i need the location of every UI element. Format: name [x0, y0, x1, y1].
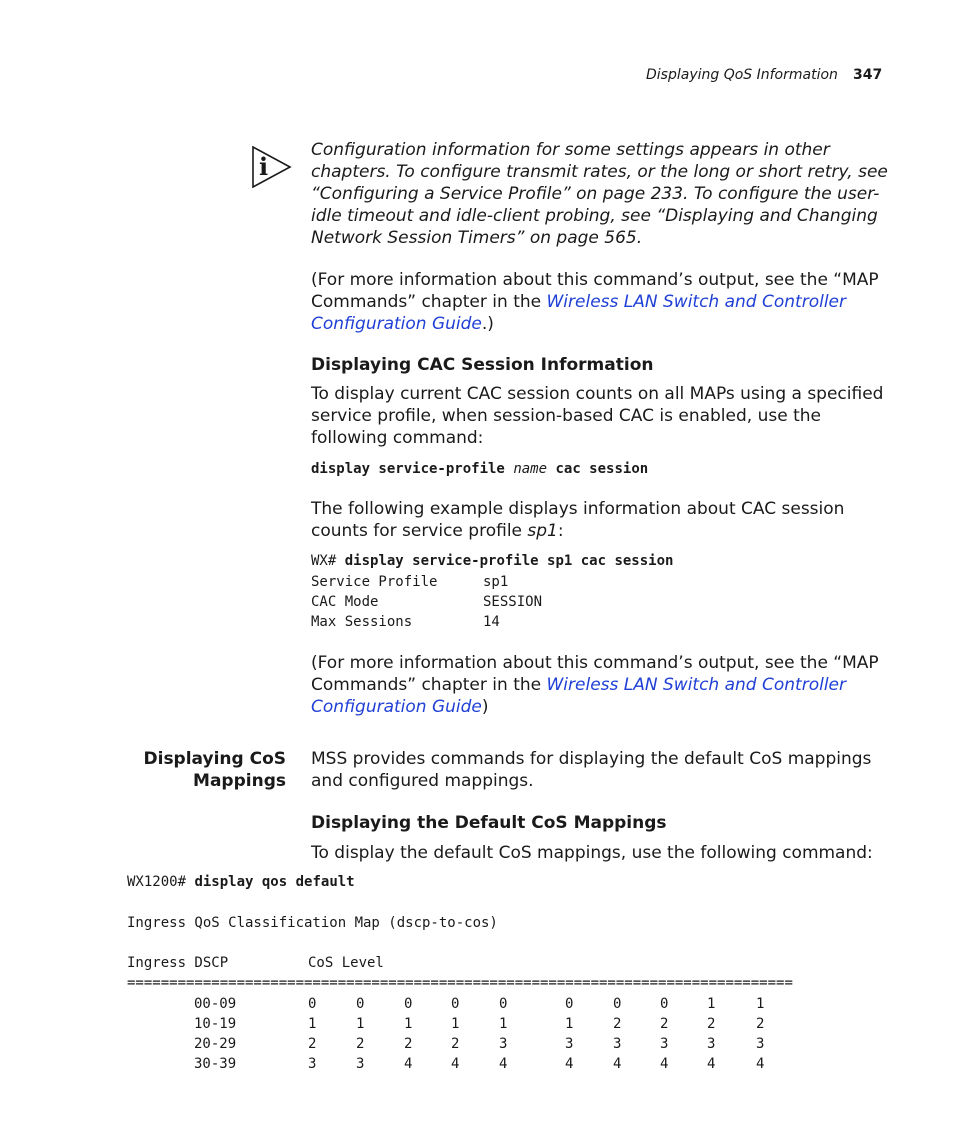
cac-intro: To display current CAC session counts on all MAPs using a specified service profile, when session-based CAC is enabled, use the following command: — [311, 384, 884, 448]
cos-value: 2 — [756, 1016, 765, 1032]
command: display qos default — [194, 874, 355, 890]
cos-value: 0 — [404, 996, 413, 1012]
heading-line: Mappings — [193, 771, 286, 791]
cos-value: 1 — [451, 1016, 460, 1032]
cos-value: 2 — [707, 1016, 716, 1032]
info-note-icon — [252, 146, 292, 188]
example-intro-arg: sp1 — [527, 521, 558, 541]
qos-command — [127, 874, 355, 890]
guide-link-1[interactable]: Wireless LAN Switch and Controller Configuration Guide — [311, 292, 846, 334]
cos-value: 0 — [308, 996, 317, 1012]
cos-value: 4 — [404, 1056, 413, 1072]
cac-row-value: 14 — [483, 614, 500, 630]
cos-value: 3 — [356, 1056, 365, 1072]
cac-row-label: CAC Mode — [311, 594, 379, 610]
dscp-range: 10-19 — [194, 1016, 237, 1032]
map-title: Ingress QoS Classification Map (dscp-to-cos) — [127, 915, 498, 931]
more-info-text: (For more information about this command’s output, see the “MAP Commands” chapter in the — [311, 270, 879, 312]
cac-syntax — [311, 461, 648, 477]
cos-value: 2 — [308, 1036, 317, 1052]
cos-value: 1 — [565, 1016, 574, 1032]
cos-value: 2 — [613, 1016, 622, 1032]
cos-value: 4 — [707, 1056, 716, 1072]
example-intro-suffix: : — [557, 521, 564, 541]
cos-value: 2 — [660, 1016, 669, 1032]
cos-value: 0 — [499, 996, 508, 1012]
more-info-suffix: .) — [481, 314, 494, 334]
cos-value: 4 — [613, 1056, 622, 1072]
default-cos-heading: Displaying the Default CoS Mappings — [311, 813, 667, 833]
cac-row-value: SESSION — [483, 594, 543, 610]
cos-value: 2 — [451, 1036, 460, 1052]
running-header-title: Displaying QoS Information — [646, 67, 838, 83]
cos-value: 1 — [707, 996, 716, 1012]
cos-value: 4 — [660, 1056, 669, 1072]
cos-intro: MSS provides commands for displaying the default CoS mappings and configured mappings. — [311, 749, 872, 791]
cos-value: 0 — [565, 996, 574, 1012]
cos-value: 3 — [308, 1056, 317, 1072]
more-info-suffix: ) — [481, 697, 489, 717]
dscp-range: 20-29 — [194, 1036, 237, 1052]
cos-value: 1 — [404, 1016, 413, 1032]
default-cos-intro: To display the default CoS mappings, use the following command: — [311, 843, 873, 863]
more-info-text: (For more information about this command’s output, see the “MAP Commands” chapter in the — [311, 653, 879, 695]
separator-line: =============================================================================== — [127, 975, 793, 991]
page-number: 347 — [853, 67, 883, 83]
cos-value: 4 — [756, 1056, 765, 1072]
cos-value: 1 — [499, 1016, 508, 1032]
cos-value: 0 — [451, 996, 460, 1012]
cac-row-label: Service Profile — [311, 574, 438, 590]
cac-example-command — [311, 553, 673, 569]
cac-example-intro — [311, 498, 901, 542]
syntax-command: display service-profile — [311, 461, 505, 477]
cos-value: 2 — [356, 1036, 365, 1052]
cos-value: 4 — [499, 1056, 508, 1072]
cos-value: 0 — [356, 996, 365, 1012]
syntax-rest: cac session — [555, 461, 649, 477]
example-intro-text: The following example displays information about CAC session counts for service profile — [311, 499, 845, 541]
cac-heading: Displaying CAC Session Information — [311, 355, 654, 375]
cos-value: 3 — [707, 1036, 716, 1052]
cos-value: 3 — [613, 1036, 622, 1052]
dscp-range: 30-39 — [194, 1056, 237, 1072]
cos-section-heading — [100, 748, 286, 792]
cac-row-value: sp1 — [483, 574, 509, 590]
command: display service-profile sp1 cac session — [344, 553, 674, 569]
more-info-paragraph-1 — [311, 269, 901, 335]
cos-value: 4 — [565, 1056, 574, 1072]
cos-value: 1 — [756, 996, 765, 1012]
prompt: WX# — [311, 553, 337, 569]
cos-value: 0 — [613, 996, 622, 1012]
cos-value: 3 — [660, 1036, 669, 1052]
cos-value: 3 — [565, 1036, 574, 1052]
svg-text:i: i — [259, 152, 269, 181]
cos-value: 3 — [499, 1036, 508, 1052]
cos-value: 1 — [308, 1016, 317, 1032]
syntax-arg: name — [513, 461, 548, 477]
guide-link-2[interactable]: Wireless LAN Switch and Controller Configuration Guide — [311, 675, 846, 717]
cos-value: 3 — [756, 1036, 765, 1052]
col-cos-level: CoS Level — [308, 955, 384, 971]
prompt: WX1200# — [127, 874, 187, 890]
dscp-range: 00-09 — [194, 996, 237, 1012]
more-info-paragraph-2 — [311, 652, 901, 718]
col-ingress-dscp: Ingress DSCP — [127, 955, 229, 971]
heading-line: Displaying CoS — [143, 749, 286, 769]
cos-value: 4 — [451, 1056, 460, 1072]
cos-value: 0 — [660, 996, 669, 1012]
cos-value: 2 — [404, 1036, 413, 1052]
note-text: Configuration information for some settings appears in other chapters. To configure transmit rates, or the long or short retry, see “Configuring a Service Profile” on page 233. To configure the user-idle timeout and idle-client probing, see “Displaying and Changing Network Session Timers” on page 565. — [311, 140, 888, 248]
cac-row-label: Max Sessions — [311, 614, 413, 630]
cos-value: 1 — [356, 1016, 365, 1032]
